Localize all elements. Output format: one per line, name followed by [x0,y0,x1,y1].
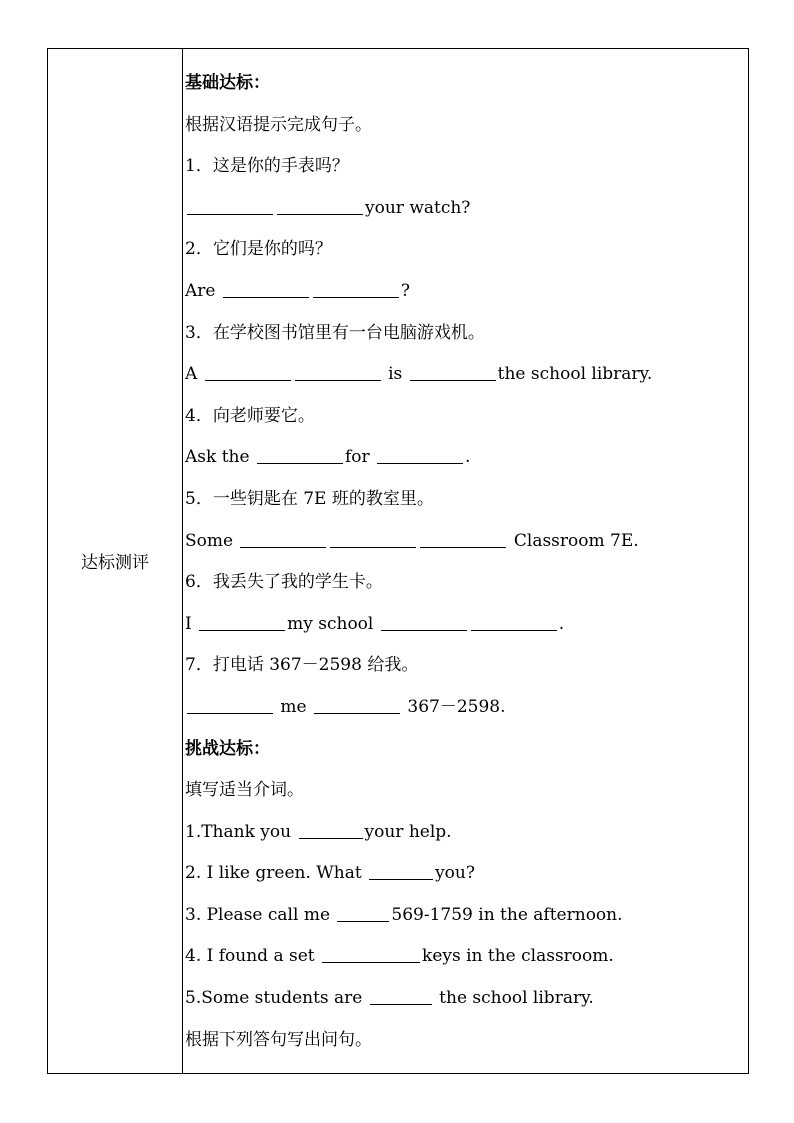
exercise-content [185,68,745,1066]
row-label: 达标测评 [81,553,149,573]
challenge-instruction: 填写适当介词。 [185,780,304,801]
answer-blank[interactable] [381,612,467,631]
basic-section-title: 基础达标： [185,73,270,93]
challenge-item-4: 4. I found a set keys in the classroom. [185,946,614,967]
basic-answer-5: Some Classroom 7E. [185,530,639,551]
answer-blank[interactable] [337,903,389,922]
answer-blank[interactable] [330,529,416,548]
answer-blank[interactable] [370,986,432,1005]
answer-blank[interactable] [277,196,363,215]
answer-blank[interactable] [313,279,399,298]
answer-blank[interactable] [199,612,285,631]
answer-blank[interactable] [314,695,400,714]
basic-answer-3: A is the school library. [185,364,653,385]
answer-blank[interactable] [322,944,420,963]
answer-blank[interactable] [410,362,496,381]
answer-blank[interactable] [223,279,309,298]
final-instruction: 根据下列答句写出问句。 [185,1029,372,1050]
challenge-item-2: 2. I like green. What you? [185,863,475,884]
answer-blank[interactable] [240,529,326,548]
basic-answer-1: your watch? [185,193,745,235]
answer-blank[interactable] [187,196,273,215]
answer-blank[interactable] [377,445,463,464]
basic-question-1: 1．这是你的手表吗？ [185,156,349,177]
answer-blank[interactable] [420,529,506,548]
basic-question-6: 6．我丢失了我的学生卡。 [185,572,383,593]
basic-answer-7: me 367－2598. [185,692,745,734]
basic-question-2: 2．它们是你的吗？ [185,239,332,260]
answer-blank[interactable] [205,362,291,381]
basic-answer-6: I my school . [185,613,565,634]
challenge-item-3: 3. Please call me 569-1759 in the afternoon. [185,904,623,925]
basic-instruction: 根据汉语提示完成句子。 [185,114,372,135]
answer-blank[interactable] [369,861,433,880]
basic-answer-4: Ask the for . [185,447,471,468]
answer-blank[interactable] [257,445,343,464]
basic-question-4: 4．向老师要它。 [185,405,315,426]
challenge-item-1: 1.Thank you your help. [185,821,452,842]
answer-blank[interactable] [471,612,557,631]
basic-answer-2: Are ? [185,280,410,301]
column-divider [182,48,183,1074]
basic-question-7: 7．打电话 367－2598 给我。 [185,655,419,676]
answer-blank[interactable] [187,695,273,714]
answer-blank[interactable] [295,362,381,381]
basic-question-5: 5．一些钥匙在 7E 班的教室里。 [185,488,434,509]
answer-blank[interactable] [299,820,363,839]
basic-question-3: 3．在学校图书馆里有一台电脑游戏机。 [185,322,485,343]
challenge-item-5: 5.Some students are the school library. [185,988,594,1009]
challenge-section-title: 挑战达标： [185,738,270,759]
